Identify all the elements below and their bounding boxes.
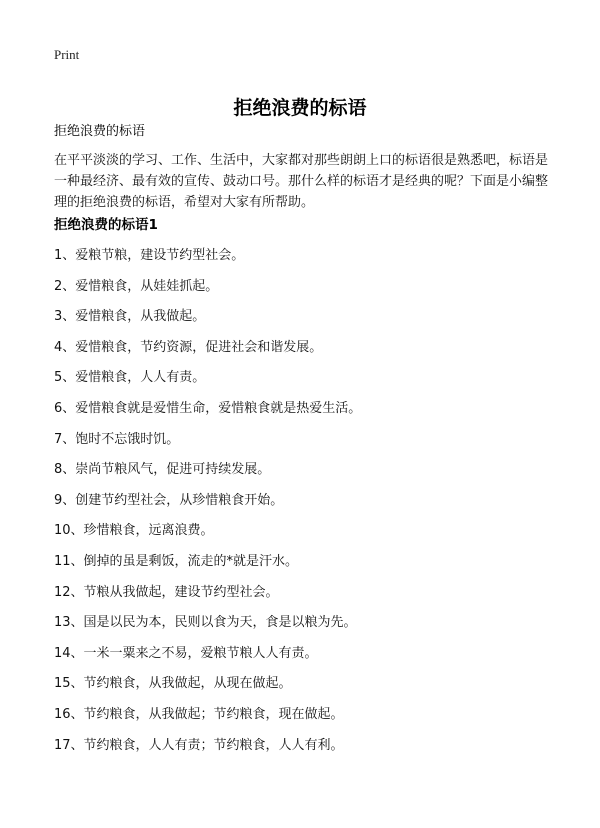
list-item: 1、爱粮节粮，建设节约型社会。 xyxy=(54,248,245,263)
list-item: 4、爱惜粮食，节约资源，促进社会和谐发展。 xyxy=(54,339,323,355)
section-heading: 拒绝浪费的标语1 xyxy=(54,217,158,233)
list-item: 5、爱惜粮食，人人有责。 xyxy=(54,370,206,386)
list-item: 7、饱时不忘饿时饥。 xyxy=(54,431,180,447)
list-item: 6、爱惜粮食就是爱惜生命，爱惜粮食就是热爱生活。 xyxy=(54,400,362,416)
list-item: 11、倒掉的虽是剩饭，流走的*就是汗水。 xyxy=(54,553,299,569)
list-item: 9、创建节约型社会，从珍惜粮食开始。 xyxy=(54,492,284,508)
print-label: Print xyxy=(54,47,80,62)
list-item: 8、崇尚节粮风气，促进可持续发展。 xyxy=(54,462,271,478)
list-item: 15、节约粮食，从我做起，从现在做起。 xyxy=(54,676,292,692)
list-item: 2、爱惜粮食，从娃娃抓起。 xyxy=(54,278,219,294)
list-item: 17、节约粮食，人人有责；节约粮食，人人有利。 xyxy=(54,737,344,753)
list-item: 16、节约粮食，从我做起；节约粮食，现在做起。 xyxy=(54,706,344,722)
list-item: 13、国是以民为本，民则以食为天，食是以粮为先。 xyxy=(54,615,357,631)
list-item: 10、珍惜粮食，远离浪费。 xyxy=(54,523,214,539)
list-item: 14、一米一粟来之不易，爱粮节粮人人有责。 xyxy=(54,645,318,661)
intro-paragraph: 在平平淡淡的学习、工作、生活中，大家都对那些朗朗上口的标语很是熟悉吧，标语是一种最经济、最有效的宣传、鼓动口号。那什么样的标语才是经典的呢？下面是小编整理的拒绝浪费的标语，希望对大家有所帮助。 xyxy=(54,153,549,210)
slogan-list xyxy=(54,246,554,766)
list-item: 12、节粮从我做起，建设节约型社会。 xyxy=(54,584,279,600)
document-subtitle: 拒绝浪费的标语 xyxy=(54,124,146,139)
list-item: 3、爱惜粮食，从我做起。 xyxy=(54,309,206,325)
document-title: 拒绝浪费的标语 xyxy=(233,96,367,119)
